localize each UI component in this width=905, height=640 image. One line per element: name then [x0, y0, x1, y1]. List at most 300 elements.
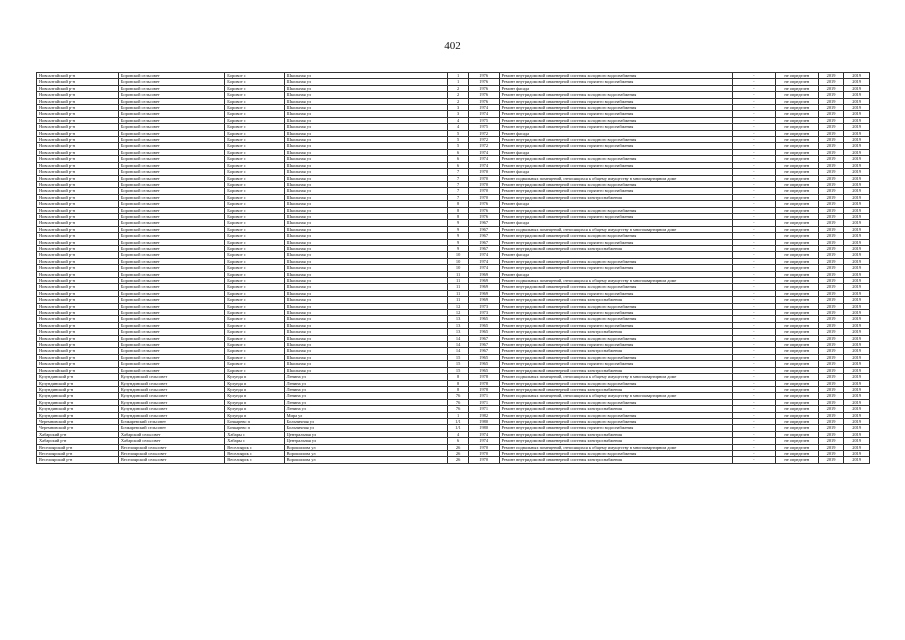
build-year-cell: 1976 [468, 73, 499, 79]
council-cell: Боровской сельсовет [118, 226, 224, 232]
house-number-cell: 7 [448, 194, 468, 200]
end-year-cell: 2019 [844, 322, 870, 328]
council-cell: Боровской сельсовет [118, 149, 224, 155]
council-cell: Боровской сельсовет [118, 85, 224, 91]
status-cell: не определен [775, 252, 818, 258]
build-year-cell: 1973 [468, 310, 499, 316]
district-cell: Новоалтайский р-н [37, 124, 119, 130]
status-cell: не определен [775, 181, 818, 187]
cost-cell: - [732, 290, 775, 296]
status-cell: не определен [775, 169, 818, 175]
work-type-cell: Ремонт внутридомовой инженерной системы холодного водоснабжения [499, 181, 732, 187]
house-number-cell: 13 [448, 322, 468, 328]
end-year-cell: 2019 [844, 393, 870, 399]
settlement-cell: Боровое с [225, 322, 284, 328]
district-cell: Новоалтайский р-н [37, 175, 119, 181]
street-cell: Школьная ул [284, 111, 448, 117]
cost-cell: - [732, 175, 775, 181]
council-cell: Боровской сельсовет [118, 354, 224, 360]
work-type-cell: Ремонт внутридомовой инженерной системы холодного водоснабжения [499, 73, 732, 79]
street-cell: Школьная ул [284, 105, 448, 111]
cost-cell: - [732, 188, 775, 194]
work-type-cell: Ремонт внутридомовой инженерной системы электроснабжения [499, 431, 732, 437]
cost-cell: - [732, 220, 775, 226]
settlement-cell: Боровое с [225, 181, 284, 187]
district-cell: Новоалтайский р-н [37, 342, 119, 348]
house-number-cell: 6 [448, 149, 468, 155]
end-year-cell: 2019 [844, 431, 870, 437]
cost-cell: - [732, 233, 775, 239]
settlement-cell: Боровое с [225, 265, 284, 271]
council-cell: Боровской сельсовет [118, 111, 224, 117]
council-cell: Боровской сельсовет [118, 361, 224, 367]
district-cell: Новоалтайский р-н [37, 322, 119, 328]
district-cell: Кулундинский р-н [37, 406, 119, 412]
end-year-cell: 2019 [844, 194, 870, 200]
cost-cell: - [732, 265, 775, 271]
council-cell: Боровской сельсовет [118, 181, 224, 187]
build-year-cell: 1965 [468, 322, 499, 328]
status-cell: не определен [775, 361, 818, 367]
house-number-cell: 10 [448, 265, 468, 271]
council-cell: Боровской сельсовет [118, 348, 224, 354]
start-year-cell: 2019 [818, 278, 844, 284]
status-cell: не определен [775, 425, 818, 431]
street-cell: Школьная ул [284, 130, 448, 136]
build-year-cell: 1976 [468, 85, 499, 91]
start-year-cell: 2019 [818, 105, 844, 111]
end-year-cell: 2019 [844, 124, 870, 130]
status-cell: не определен [775, 175, 818, 181]
status-cell: не определен [775, 73, 818, 79]
house-number-cell: 8 [448, 213, 468, 219]
build-year-cell: 1971 [468, 393, 499, 399]
house-number-cell: 9 [448, 239, 468, 245]
start-year-cell: 2019 [818, 418, 844, 424]
start-year-cell: 2019 [818, 374, 844, 380]
council-cell: Боровской сельсовет [118, 310, 224, 316]
district-cell: Кулундинский р-н [37, 386, 119, 392]
work-type-cell: Ремонт внутридомовой инженерной системы горячего водоснабжения [499, 188, 732, 194]
settlement-cell: Боровое с [225, 175, 284, 181]
district-cell: Новоалтайский р-н [37, 258, 119, 264]
status-cell: не определен [775, 194, 818, 200]
district-cell: Хабарский р-н [37, 431, 119, 437]
street-cell: Больничная ул [284, 418, 448, 424]
district-cell: Новоалтайский р-н [37, 245, 119, 251]
house-number-cell: 5 [448, 143, 468, 149]
council-cell: Боровской сельсовет [118, 278, 224, 284]
start-year-cell: 2019 [818, 297, 844, 303]
work-type-cell: Ремонт внутридомовой инженерной системы холодного водоснабжения [499, 418, 732, 424]
cost-cell: - [732, 367, 775, 373]
council-cell: Боровской сельсовет [118, 252, 224, 258]
cost-cell: - [732, 73, 775, 79]
status-cell: не определен [775, 322, 818, 328]
work-type-cell: Ремонт фасада [499, 252, 732, 258]
start-year-cell: 2019 [818, 399, 844, 405]
street-cell: Школьная ул [284, 85, 448, 91]
council-cell: Боровской сельсовет [118, 239, 224, 245]
street-cell: Школьная ул [284, 252, 448, 258]
start-year-cell: 2019 [818, 124, 844, 130]
district-cell: Новоалтайский р-н [37, 271, 119, 277]
cost-cell: - [732, 297, 775, 303]
district-cell: Новоалтайский р-н [37, 143, 119, 149]
house-number-cell: 9 [448, 226, 468, 232]
status-cell: не определен [775, 124, 818, 130]
district-cell: Новоалтайский р-н [37, 252, 119, 258]
house-number-cell: 76 [448, 399, 468, 405]
end-year-cell: 2019 [844, 188, 870, 194]
district-cell: Новоалтайский р-н [37, 137, 119, 143]
cost-cell: - [732, 361, 775, 367]
end-year-cell: 2019 [844, 79, 870, 85]
start-year-cell: 2019 [818, 188, 844, 194]
street-cell: Ворошилова ул [284, 450, 448, 456]
work-type-cell: Ремонт подвальных помещений, относящихся к общему имуществу в многоквартирном доме [499, 374, 732, 380]
build-year-cell: 1970 [468, 181, 499, 187]
council-cell: Боровской сельсовет [118, 207, 224, 213]
work-type-cell: Ремонт внутридомовой инженерной системы холодного водоснабжения [499, 258, 732, 264]
cost-cell: - [732, 450, 775, 456]
council-cell: Боровской сельсовет [118, 137, 224, 143]
settlement-cell: Боровое с [225, 329, 284, 335]
work-type-cell: Ремонт внутридомовой инженерной системы электроснабжения [499, 297, 732, 303]
council-cell: Бочкаревский сельсовет [118, 418, 224, 424]
build-year-cell: 1965 [468, 354, 499, 360]
work-type-cell: Ремонт внутридомовой инженерной системы холодного водоснабжения [499, 412, 732, 418]
work-type-cell: Ремонт внутридомовой инженерной системы холодного водоснабжения [499, 117, 732, 123]
status-cell: не определен [775, 393, 818, 399]
work-type-cell: Ремонт подвальных помещений, относящихся к общему имуществу в многоквартирном доме [499, 393, 732, 399]
work-type-cell: Ремонт подвальных помещений, относящихся к общему имуществу в многоквартирном доме [499, 175, 732, 181]
build-year-cell: 1967 [468, 233, 499, 239]
house-number-cell: 6 [448, 438, 468, 444]
cost-cell: - [732, 245, 775, 251]
house-number-cell: 1/1 [448, 425, 468, 431]
start-year-cell: 2019 [818, 367, 844, 373]
district-cell: Новоалтайский р-н [37, 226, 119, 232]
settlement-cell: Веселоярск с [225, 457, 284, 463]
build-year-cell: 1970 [468, 450, 499, 456]
end-year-cell: 2019 [844, 354, 870, 360]
start-year-cell: 2019 [818, 245, 844, 251]
start-year-cell: 2019 [818, 438, 844, 444]
street-cell: Школьная ул [284, 169, 448, 175]
cost-cell: - [732, 143, 775, 149]
district-cell: Новоалтайский р-н [37, 284, 119, 290]
council-cell: Боровской сельсовет [118, 284, 224, 290]
end-year-cell: 2019 [844, 73, 870, 79]
council-cell: Веселоярский сельсовет [118, 450, 224, 456]
status-cell: не определен [775, 245, 818, 251]
district-cell: Новоалтайский р-н [37, 310, 119, 316]
end-year-cell: 2019 [844, 412, 870, 418]
start-year-cell: 2019 [818, 111, 844, 117]
house-number-cell: 3 [448, 105, 468, 111]
build-year-cell: 1976 [468, 201, 499, 207]
council-cell: Бочкаревский сельсовет [118, 425, 224, 431]
end-year-cell: 2019 [844, 367, 870, 373]
start-year-cell: 2019 [818, 162, 844, 168]
start-year-cell: 2019 [818, 207, 844, 213]
house-number-cell: 13 [448, 329, 468, 335]
end-year-cell: 2019 [844, 239, 870, 245]
settlement-cell: Кулунда п [225, 406, 284, 412]
start-year-cell: 2019 [818, 130, 844, 136]
settlement-cell: Боровое с [225, 354, 284, 360]
status-cell: не определен [775, 79, 818, 85]
start-year-cell: 2019 [818, 431, 844, 437]
work-type-cell: Ремонт подвальных помещений, относящихся к общему имуществу в многоквартирном доме [499, 226, 732, 232]
start-year-cell: 2019 [818, 233, 844, 239]
end-year-cell: 2019 [844, 201, 870, 207]
council-cell: Боровской сельсовет [118, 245, 224, 251]
street-cell: Школьная ул [284, 175, 448, 181]
cost-cell: - [732, 181, 775, 187]
council-cell: Боровской сельсовет [118, 73, 224, 79]
end-year-cell: 2019 [844, 85, 870, 91]
house-number-cell: 6 [448, 156, 468, 162]
council-cell: Кулундинский сельсовет [118, 374, 224, 380]
street-cell: Школьная ул [284, 316, 448, 322]
build-year-cell: 1969 [468, 297, 499, 303]
work-type-cell: Ремонт подвальных помещений, относящихся к общему имуществу в многоквартирном доме [499, 444, 732, 450]
work-type-cell: Ремонт внутридомовой инженерной системы горячего водоснабжения [499, 213, 732, 219]
end-year-cell: 2019 [844, 297, 870, 303]
house-number-cell: 14 [448, 342, 468, 348]
start-year-cell: 2019 [818, 239, 844, 245]
council-cell: Боровской сельсовет [118, 367, 224, 373]
build-year-cell: 1970 [468, 188, 499, 194]
end-year-cell: 2019 [844, 380, 870, 386]
end-year-cell: 2019 [844, 271, 870, 277]
council-cell: Боровской сельсовет [118, 105, 224, 111]
street-cell: Ленина ул [284, 406, 448, 412]
street-cell: Школьная ул [284, 284, 448, 290]
cost-cell: - [732, 278, 775, 284]
council-cell: Боровской сельсовет [118, 169, 224, 175]
cost-cell: - [732, 130, 775, 136]
settlement-cell: Боровое с [225, 335, 284, 341]
settlement-cell: Боровое с [225, 149, 284, 155]
council-cell: Боровской сельсовет [118, 98, 224, 104]
council-cell: Боровской сельсовет [118, 188, 224, 194]
work-type-cell: Ремонт внутридомовой инженерной системы холодного водоснабжения [499, 284, 732, 290]
status-cell: не определен [775, 278, 818, 284]
cost-cell: - [732, 380, 775, 386]
cost-cell: - [732, 335, 775, 341]
district-cell: Новоалтайский р-н [37, 239, 119, 245]
cost-cell: - [732, 169, 775, 175]
settlement-cell: Хабары с [225, 438, 284, 444]
district-cell: Кулундинский р-н [37, 393, 119, 399]
build-year-cell: 1974 [468, 252, 499, 258]
cost-cell: - [732, 137, 775, 143]
build-year-cell: 1967 [468, 348, 499, 354]
status-cell: не определен [775, 98, 818, 104]
build-year-cell: 1974 [468, 431, 499, 437]
end-year-cell: 2019 [844, 278, 870, 284]
status-cell: не определен [775, 316, 818, 322]
status-cell: не определен [775, 380, 818, 386]
end-year-cell: 2019 [844, 399, 870, 405]
settlement-cell: Боровое с [225, 361, 284, 367]
work-type-cell: Ремонт внутридомовой инженерной системы холодного водоснабжения [499, 335, 732, 341]
end-year-cell: 2019 [844, 457, 870, 463]
house-number-cell: 15 [448, 361, 468, 367]
status-cell: не определен [775, 213, 818, 219]
end-year-cell: 2019 [844, 137, 870, 143]
start-year-cell: 2019 [818, 181, 844, 187]
cost-cell: - [732, 149, 775, 155]
district-cell: Новоалтайский р-н [37, 354, 119, 360]
end-year-cell: 2019 [844, 98, 870, 104]
street-cell: Ленина ул [284, 386, 448, 392]
end-year-cell: 2019 [844, 181, 870, 187]
settlement-cell: Боровое с [225, 220, 284, 226]
end-year-cell: 2019 [844, 105, 870, 111]
start-year-cell: 2019 [818, 73, 844, 79]
end-year-cell: 2019 [844, 444, 870, 450]
work-type-cell: Ремонт внутридомовой инженерной системы горячего водоснабжения [499, 111, 732, 117]
start-year-cell: 2019 [818, 156, 844, 162]
build-year-cell: 1974 [468, 149, 499, 155]
build-year-cell: 1978 [468, 386, 499, 392]
work-type-cell: Ремонт внутридомовой инженерной системы горячего водоснабжения [499, 98, 732, 104]
council-cell: Боровской сельсовет [118, 335, 224, 341]
end-year-cell: 2019 [844, 290, 870, 296]
council-cell: Боровской сельсовет [118, 117, 224, 123]
settlement-cell: Боровое с [225, 201, 284, 207]
house-number-cell: 15 [448, 354, 468, 360]
work-type-cell: Ремонт фасада [499, 149, 732, 155]
settlement-cell: Боровое с [225, 137, 284, 143]
house-number-cell: 3 [448, 111, 468, 117]
build-year-cell: 1970 [468, 175, 499, 181]
build-year-cell: 1976 [468, 79, 499, 85]
cost-cell: - [732, 303, 775, 309]
house-number-cell: 12 [448, 310, 468, 316]
status-cell: не определен [775, 431, 818, 437]
status-cell: не определен [775, 418, 818, 424]
cost-cell: - [732, 207, 775, 213]
cost-cell: - [732, 258, 775, 264]
district-cell: Веселоярский р-н [37, 457, 119, 463]
start-year-cell: 2019 [818, 92, 844, 98]
build-year-cell: 1974 [468, 162, 499, 168]
repair-schedule-table-container [36, 72, 870, 464]
cost-cell: - [732, 425, 775, 431]
start-year-cell: 2019 [818, 117, 844, 123]
build-year-cell: 1971 [468, 406, 499, 412]
build-year-cell: 1976 [468, 207, 499, 213]
street-cell: Школьная ул [284, 245, 448, 251]
status-cell: не определен [775, 233, 818, 239]
house-number-cell: 4 [448, 124, 468, 130]
settlement-cell: Боровое с [225, 143, 284, 149]
work-type-cell: Ремонт внутридомовой инженерной системы горячего водоснабжения [499, 143, 732, 149]
settlement-cell: Хабары с [225, 431, 284, 437]
cost-cell: - [732, 457, 775, 463]
work-type-cell: Ремонт внутридомовой инженерной системы холодного водоснабжения [499, 316, 732, 322]
cost-cell: - [732, 310, 775, 316]
settlement-cell: Боровое с [225, 348, 284, 354]
status-cell: не определен [775, 290, 818, 296]
cost-cell: - [732, 85, 775, 91]
start-year-cell: 2019 [818, 329, 844, 335]
house-number-cell: 8 [448, 207, 468, 213]
district-cell: Новоалтайский р-н [37, 297, 119, 303]
cost-cell: - [732, 386, 775, 392]
district-cell: Веселоярский р-н [37, 450, 119, 456]
settlement-cell: Боровое с [225, 252, 284, 258]
cost-cell: - [732, 271, 775, 277]
cost-cell: - [732, 252, 775, 258]
district-cell: Новоалтайский р-н [37, 169, 119, 175]
settlement-cell: Бочкарево п [225, 418, 284, 424]
district-cell: Новоалтайский р-н [37, 181, 119, 187]
council-cell: Боровской сельсовет [118, 316, 224, 322]
district-cell: Новоалтайский р-н [37, 92, 119, 98]
district-cell: Новоалтайский р-н [37, 149, 119, 155]
house-number-cell: 15 [448, 367, 468, 373]
settlement-cell: Кулунда п [225, 399, 284, 405]
street-cell: Школьная ул [284, 124, 448, 130]
council-cell: Боровской сельсовет [118, 258, 224, 264]
council-cell: Боровской сельсовет [118, 271, 224, 277]
status-cell: не определен [775, 335, 818, 341]
status-cell: не определен [775, 220, 818, 226]
council-cell: Боровской сельсовет [118, 143, 224, 149]
status-cell: не определен [775, 201, 818, 207]
build-year-cell: 1972 [468, 130, 499, 136]
settlement-cell: Боровое с [225, 342, 284, 348]
build-year-cell: 1980 [468, 425, 499, 431]
settlement-cell: Боровое с [225, 303, 284, 309]
start-year-cell: 2019 [818, 322, 844, 328]
end-year-cell: 2019 [844, 329, 870, 335]
end-year-cell: 2019 [844, 265, 870, 271]
cost-cell: - [732, 284, 775, 290]
district-cell: Новоалтайский р-н [37, 233, 119, 239]
build-year-cell: 1976 [468, 98, 499, 104]
work-type-cell: Ремонт внутридомовой инженерной системы электроснабжения [499, 367, 732, 373]
status-cell: не определен [775, 156, 818, 162]
build-year-cell: 1970 [468, 169, 499, 175]
street-cell: Школьная ул [284, 290, 448, 296]
street-cell: Школьная ул [284, 201, 448, 207]
work-type-cell: Ремонт внутридомовой инженерной системы холодного водоснабжения [499, 354, 732, 360]
council-cell: Боровской сельсовет [118, 201, 224, 207]
council-cell: Боровской сельсовет [118, 194, 224, 200]
district-cell: Черемновский р-н [37, 418, 119, 424]
street-cell: Школьная ул [284, 73, 448, 79]
cost-cell: - [732, 316, 775, 322]
house-number-cell: 1 [448, 73, 468, 79]
status-cell: не определен [775, 105, 818, 111]
status-cell: не определен [775, 438, 818, 444]
settlement-cell: Боровое с [225, 85, 284, 91]
settlement-cell: Боровое с [225, 290, 284, 296]
street-cell: Ленина ул [284, 380, 448, 386]
house-number-cell: 6 [448, 162, 468, 168]
street-cell: Ленина ул [284, 374, 448, 380]
cost-cell: - [732, 117, 775, 123]
settlement-cell: Бочкарево п [225, 425, 284, 431]
street-cell: Школьная ул [284, 278, 448, 284]
